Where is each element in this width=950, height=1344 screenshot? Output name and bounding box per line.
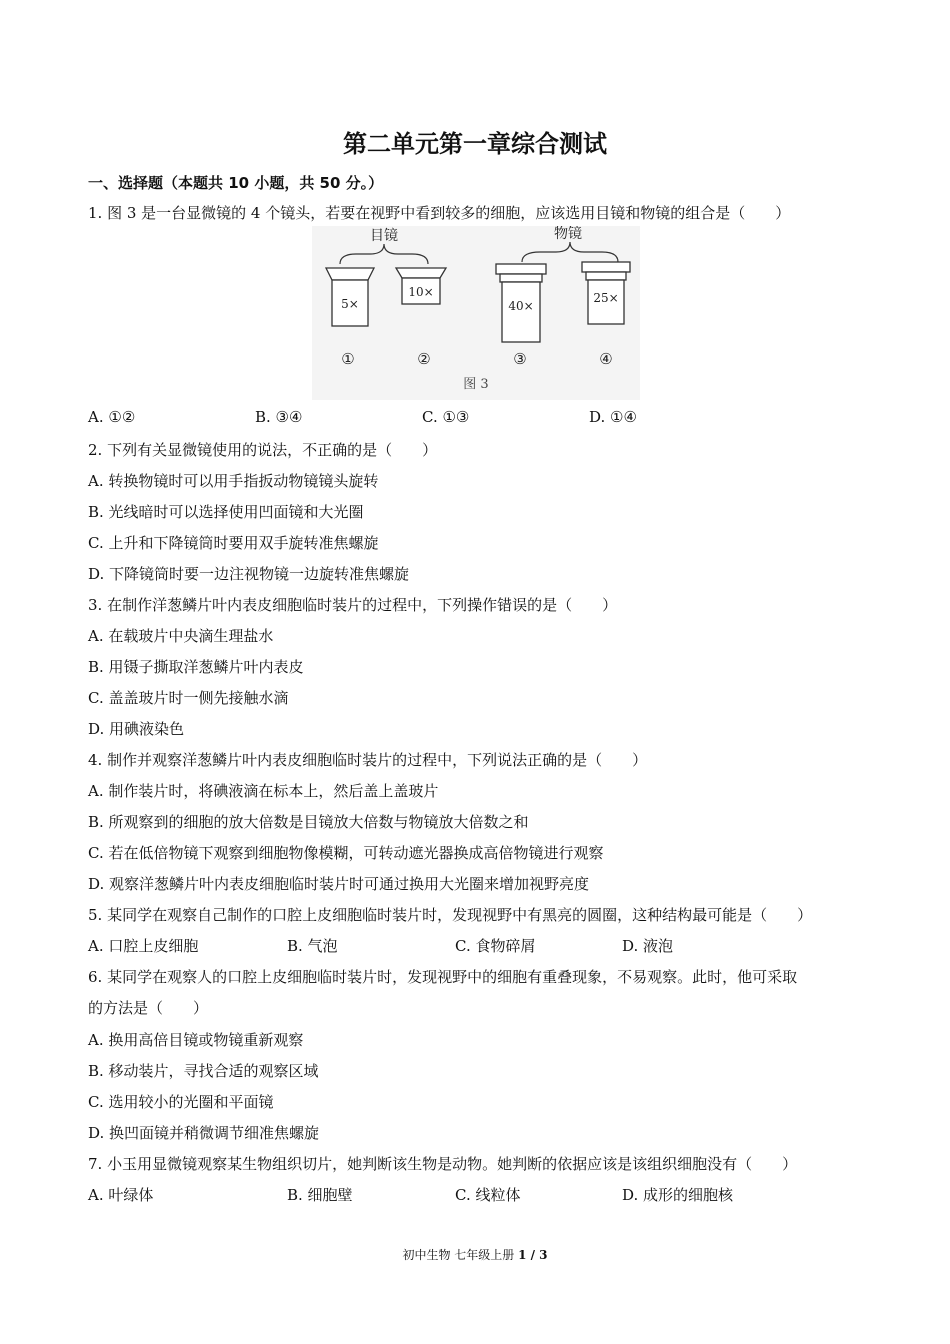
question-4-stem: 4. 制作并观察洋葱鳞片叶内表皮细胞临时装片的过程中，下列说法正确的是（ ） xyxy=(88,751,648,769)
q6-option-c: C. 选用较小的光圈和平面镜 xyxy=(88,1093,274,1111)
question-7-stem: 7. 小玉用显微镜观察某生物组织切片，她判断该生物是动物。她判断的依据应该是该组织细胞没有（ ） xyxy=(88,1155,798,1173)
lens-label-1: 5× xyxy=(341,297,359,311)
q7-option-d: D. 成形的细胞核 xyxy=(622,1186,734,1204)
q1-option-a: A. ①② xyxy=(88,408,136,426)
q4-option-c: C. 若在低倍物镜下观察到细胞物像模糊，可转动遮光器换成高倍物镜进行观察 xyxy=(88,844,604,862)
q2-option-c: C. 上升和下降镜筒时要用双手旋转准焦螺旋 xyxy=(88,534,379,552)
question-5-stem: 5. 某同学在观察自己制作的口腔上皮细胞临时装片时，发现视野中有黑亮的圆圈，这种结构最可能是（ ） xyxy=(88,906,813,924)
q6-option-b: B. 移动装片，寻找合适的观察区域 xyxy=(88,1062,319,1080)
q2-option-d: D. 下降镜筒时要一边注视物镜一边旋转准焦螺旋 xyxy=(88,565,410,583)
q3-option-c: C. 盖盖玻片时一侧先接触水滴 xyxy=(88,689,289,707)
q5-option-b: B. 气泡 xyxy=(287,937,338,955)
q2-option-a: A. 转换物镜时可以用手指扳动物镜镜头旋转 xyxy=(88,472,379,490)
microscope-lens-figure xyxy=(312,226,640,400)
q1-option-d: D. ①④ xyxy=(589,408,637,426)
q7-option-a: A. 叶绿体 xyxy=(88,1186,154,1204)
q3-option-b: B. 用镊子撕取洋葱鳞片叶内表皮 xyxy=(88,658,304,676)
section-heading: 一、选择题（本题共 10 小题，共 50 分。） xyxy=(88,174,384,192)
lens-label-3: 40× xyxy=(508,299,534,313)
q4-option-a: A. 制作装片时，将碘液滴在标本上，然后盖上盖玻片 xyxy=(88,782,439,800)
lens-label-4: 25× xyxy=(593,291,619,305)
q4-option-b: B. 所观察到的细胞的放大倍数是目镜放大倍数与物镜放大倍数之和 xyxy=(88,813,529,831)
question-3-stem: 3. 在制作洋葱鳞片叶内表皮细胞临时装片的过程中，下列操作错误的是（ ） xyxy=(88,596,618,614)
lens-number-3: ③ xyxy=(513,350,527,368)
objective-label: 物镜 xyxy=(554,226,582,242)
q1-option-c: C. ①③ xyxy=(422,408,470,426)
question-6-stem-cont: 的方法是（ ） xyxy=(88,999,209,1017)
page-number: 1 / 3 xyxy=(518,1248,548,1262)
lens-number-1: ① xyxy=(341,350,355,368)
page-title: 第二单元第一章综合测试 xyxy=(343,130,607,158)
lens-number-4: ④ xyxy=(599,350,613,368)
q7-option-c: C. 线粒体 xyxy=(455,1186,521,1204)
lens-number-2: ② xyxy=(417,350,431,368)
q5-option-d: D. 液泡 xyxy=(622,937,674,955)
q5-option-a: A. 口腔上皮细胞 xyxy=(88,937,199,955)
question-2-stem: 2. 下列有关显微镜使用的说法，不正确的是（ ） xyxy=(88,441,438,459)
figure-caption: 图 3 xyxy=(463,377,489,392)
q6-option-d: D. 换凹面镜并稍微调节细准焦螺旋 xyxy=(88,1124,320,1142)
lens-label-2: 10× xyxy=(408,285,434,299)
q4-option-d: D. 观察洋葱鳞片叶内表皮细胞临时装片时可通过换用大光圈来增加视野亮度 xyxy=(88,875,590,893)
question-6-stem: 6. 某同学在观察人的口腔上皮细胞临时装片时，发现视野中的细胞有重叠现象，不易观察。此时，他可采取 xyxy=(88,968,798,986)
footer-text: 初中生物 七年级上册 xyxy=(402,1248,519,1262)
q5-option-c: C. 食物碎屑 xyxy=(455,937,536,955)
q3-option-d: D. 用碘液染色 xyxy=(88,720,185,738)
page-footer xyxy=(0,1246,950,1263)
q3-option-a: A. 在载玻片中央滴生理盐水 xyxy=(88,627,274,645)
q6-option-a: A. 换用高倍目镜或物镜重新观察 xyxy=(88,1031,304,1049)
q1-option-b: B. ③④ xyxy=(255,408,303,426)
q2-option-b: B. 光线暗时可以选择使用凹面镜和大光圈 xyxy=(88,503,364,521)
eyepiece-label: 目镜 xyxy=(370,228,398,244)
q7-option-b: B. 细胞壁 xyxy=(287,1186,353,1204)
question-1-stem: 1. 图 3 是一台显微镜的 4 个镜头，若要在视野中看到较多的细胞，应该选用目镜和物镜的组合是（ ） xyxy=(88,204,791,222)
